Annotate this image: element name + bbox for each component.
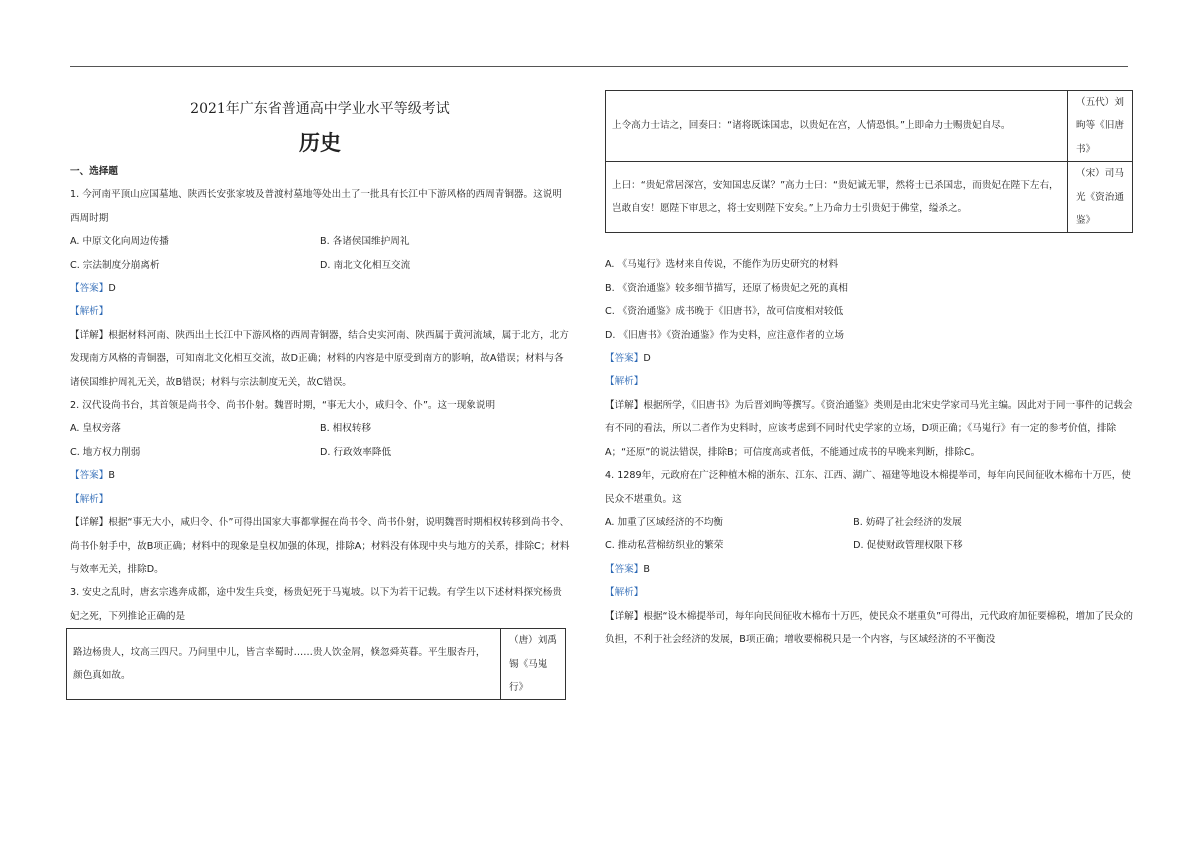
q2-options bbox=[70, 417, 570, 464]
top-rule bbox=[70, 66, 1128, 67]
q1-analysis bbox=[70, 300, 570, 323]
source-attribution: （宋）司马光《资治通鉴》 bbox=[1068, 162, 1133, 233]
q2-option-b: B. 相权转移 bbox=[320, 423, 372, 435]
source-attribution: （五代）刘昫等《旧唐书》 bbox=[1068, 91, 1133, 162]
q4-analysis bbox=[605, 581, 1133, 604]
q3-stem: 3. 安史之乱时，唐玄宗逃奔成都，途中发生兵变，杨贵妃死于马嵬坡。以下为若干记载。有学生以下述材料探究杨贵妃之死，下列推论正确的是 bbox=[70, 587, 562, 622]
source-attribution: （唐）刘禹锡《马嵬行》 bbox=[501, 629, 566, 700]
analysis-tag: 【解析】 bbox=[70, 306, 109, 318]
q1-answer-value: D bbox=[108, 283, 116, 295]
q1-option-d: D. 南北文化相互交流 bbox=[320, 259, 411, 271]
analysis-tag: 【解析】 bbox=[605, 587, 644, 599]
detail-tag: 【详解】 bbox=[70, 329, 109, 341]
q2-answer bbox=[70, 464, 570, 487]
q4-detail bbox=[605, 605, 1133, 652]
detail-tag: 【详解】 bbox=[605, 610, 644, 622]
section-heading: 一、选择题 bbox=[70, 166, 118, 177]
q2-detail bbox=[70, 511, 570, 581]
q4-option-a: A. 加重了区域经济的不均衡 bbox=[605, 516, 724, 528]
q3-analysis bbox=[605, 370, 1133, 393]
q1-options bbox=[70, 230, 570, 277]
q2-analysis bbox=[70, 488, 570, 511]
q4-detail-text: 根据“设木棉提举司，每年向民间征收木棉布十万匹，使民众不堪重负”可得出，元代政府加征要棉税，增加了民众的负担，不利于社会经济的发展，B项正确；增收要棉税只是一个内容，与区域经济的不平衡没 bbox=[605, 610, 1134, 645]
q2-detail-text: 根据“事无大小，咸归令、仆”可得出国家大事都掌握在尚书令、尚书仆射，说明魏晋时期相权转移到尚书令、尚书仆射手中，故B项正确；材料中的现象是皇权加强的体现，排除A；材料没有体现中央与地方的关系，排除C；材料与效率无关，排除D。 bbox=[70, 517, 570, 575]
source-text: 路边杨贵人，坟高三四尺。乃问里中儿，皆言幸蜀时……贵人饮金屑，倏忽舜英暮。平生服杏丹，颜色真如故。 bbox=[67, 629, 501, 700]
q1-answer bbox=[70, 277, 570, 300]
detail-tag: 【详解】 bbox=[70, 517, 109, 529]
q1-detail bbox=[70, 324, 570, 394]
q1-stem: 1. 今河南平顶山应国墓地、陕西长安张家坡及普渡村墓地等处出土了一批具有长江中下游风格的西周青铜器。这说明西周时期 bbox=[70, 189, 562, 224]
q4-option-c: C. 推动私营棉纺织业的繁荣 bbox=[605, 540, 724, 552]
q2-stem: 2. 汉代设尚书台，其首领是尚书令、尚书仆射。魏晋时期，“事无大小，咸归令、仆”。这一现象说明 bbox=[70, 400, 496, 412]
q2-answer-value: B bbox=[108, 470, 115, 482]
q4-answer bbox=[605, 558, 1133, 581]
answer-tag: 【答案】 bbox=[70, 283, 109, 295]
q4-option-b: B. 妨碍了社会经济的发展 bbox=[853, 516, 962, 528]
source-text: 上令高力士诘之，回奏曰：“诸将既诛国忠，以贵妃在宫，人情恐惧。”上即命力士赐贵妃自尽。 bbox=[606, 91, 1068, 162]
exam-title: 2021年广东省普通高中学业水平等级考试 bbox=[190, 101, 450, 117]
q4-stem: 4. 1289年，元政府在广泛种植木棉的浙东、江东、江西、湖广、福建等地设木棉提举司，每年向民间征收木棉布十万匹，使民众不堪重负。这 bbox=[605, 470, 1131, 505]
subject-title: 历史 bbox=[299, 130, 341, 155]
q1-detail-text: 根据材料河南、陕西出土长江中下游风格的西周青铜器，结合史实河南、陕西属于黄河流域，属于北方，北方发现南方风格的青铜器，可知南北文化相互交流，故D正确；材料的内容是中原受到南方的影响，故A错误；材料与各诸侯国维护周礼无关，故B错误；材料与宗法制度无关，故C错误。 bbox=[70, 329, 569, 388]
q3-option-d: D. 《旧唐书》《资治通鉴》作为史料，应注意作者的立场 bbox=[605, 329, 844, 341]
q3-option-c: C. 《资治通鉴》成书晚于《旧唐书》，故可信度相对较低 bbox=[605, 306, 844, 318]
q1-option-b: B. 各诸侯国维护周礼 bbox=[320, 236, 410, 248]
q2-option-d: D. 行政效率降低 bbox=[320, 446, 392, 458]
q3-answer bbox=[605, 347, 1133, 370]
q3-detail-text: 根据所学，《旧唐书》为后晋刘昫等撰写。《资治通鉴》类则是由北宋史学家司马光主编。因此对于同一事件的记载会有不同的看法，所以二者作为史料时，应该考虑到不同时代史学家的立场，D项正确；《马嵬行》有一定的参考价值，排除A；“还原”的说法错误，排除B；可信度高或者低，不能通过成书的早晚来判断，排除C。 bbox=[605, 399, 1133, 458]
analysis-tag: 【解析】 bbox=[605, 376, 644, 388]
detail-tag: 【详解】 bbox=[605, 399, 644, 411]
q2-option-a: A. 皇权旁落 bbox=[70, 423, 121, 435]
q4-option-d: D. 促使财政管理权限下移 bbox=[853, 540, 963, 552]
table-row bbox=[606, 91, 1133, 162]
q3-answer-value: D bbox=[643, 353, 651, 365]
q3-option-a: A. 《马嵬行》选材来自传说，不能作为历史研究的材料 bbox=[605, 259, 839, 271]
right-column bbox=[605, 90, 1133, 651]
q4-options bbox=[605, 511, 1133, 558]
q1-option-c: C. 宗法制度分崩离析 bbox=[70, 259, 160, 271]
q3-detail bbox=[605, 394, 1133, 464]
answer-tag: 【答案】 bbox=[605, 563, 644, 575]
table-row bbox=[606, 162, 1133, 233]
left-column bbox=[70, 90, 570, 700]
source-text: 上曰：“贵妃常居深宫，安知国忠反谋？”高力士曰：“贵妃诚无罪，然将士已杀国忠，而贵妃在陛下左右，岂敢自安！愿陛下审思之，将士安则陛下安矣。”上乃命力士引贵妃于佛堂，缢杀之。 bbox=[606, 162, 1068, 233]
q3-source-table-part2 bbox=[605, 90, 1133, 233]
q2-option-c: C. 地方权力削弱 bbox=[70, 446, 141, 458]
q3-source-table-part1 bbox=[66, 628, 566, 700]
answer-tag: 【答案】 bbox=[70, 470, 109, 482]
analysis-tag: 【解析】 bbox=[70, 493, 109, 505]
q3-option-b: B. 《资治通鉴》较多细节描写，还原了杨贵妃之死的真相 bbox=[605, 282, 848, 294]
q1-option-a: A. 中原文化向周边传播 bbox=[70, 236, 169, 248]
q4-answer-value: B bbox=[643, 563, 650, 575]
table-row bbox=[67, 629, 566, 700]
answer-tag: 【答案】 bbox=[605, 353, 644, 365]
